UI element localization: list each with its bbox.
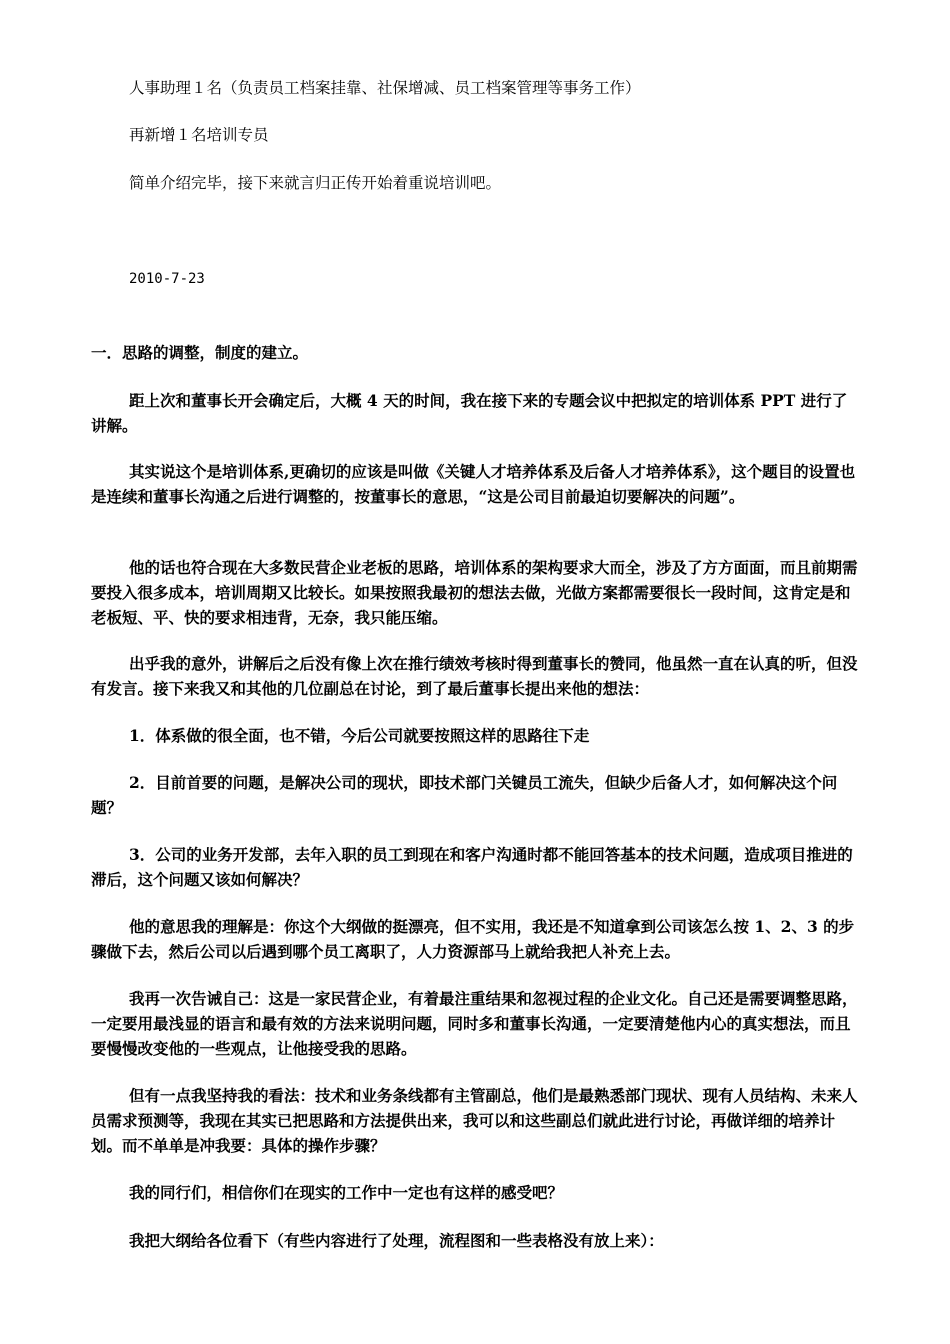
intro-line-transition: 简单介绍完毕，接下来就言归正传开始着重说培训吧。	[129, 174, 502, 192]
paragraph-outline-intro: 我把大纲给各位看下（有些内容进行了处理，流程图和一些表格没有放上来）：	[129, 1231, 664, 1250]
list-item-1: 1．体系做的很全面，也不错，今后公司就要按照这样的思路往下走	[129, 726, 590, 745]
paragraph-chairman-reaction: 出乎我的意外，讲解后之后没有像上次在推行绩效考核时得到董事长的赞同，他虽然一直在认真的听，但没有发言。接下来我又和其他的几位副总在讨论，到了最后董事长提出来他的想法：	[91, 654, 858, 698]
paragraph-my-understanding: 他的意思我的理解是：你这个大纲做的挺漂亮，但不实用，我还是不知道拿到公司该怎么按 1、2、3 的步骤做下去，然后公司以后遇到哪个员工离职了，人力资源部马上就给我把人补充上去。	[91, 917, 855, 961]
paragraph-peers: 我的同行们，相信你们在现实的工作中一定也有这样的感受吧？	[129, 1183, 564, 1202]
list-item-2: 2．目前首要的问题，是解决公司的现状，即技术部门关键员工流失，但缺少后备人才，如何解决这个问题？	[91, 773, 838, 817]
section-heading: 一．思路的调整，制度的建立。	[91, 343, 309, 362]
list-item-3: 3．公司的业务开发部，去年入职的员工到现在和客户沟通时都不能回答基本的技术问题，造成项目推进的滞后，这个问题又该如何解决？	[91, 845, 853, 889]
intro-line-hr-assistant: 人事助理１名（负责员工档案挂靠、社保增减、员工档案管理等事务工作）	[129, 79, 641, 97]
paragraph-owner-thinking: 他的话也符合现在大多数民营企业老板的思路，培训体系的架构要求大而全，涉及了方方面面，而且前期需要投入很多成本，培训周期又比较长。如果按照我最初的想法去做，光做方案都需要很长一段时间，这肯定是和老板短、平、快的要求相违背，无奈，我只能压缩。	[91, 558, 858, 627]
document-date: 2010-7-23	[129, 271, 205, 287]
paragraph-system-title: 其实说这个是培训体系,更确切的应该是叫做《关键人才培养体系及后备人才培养体系》，这个题目的设置也是连续和董事长沟通之后进行调整的，按董事长的意思，“这是公司目前最迫切要解决的问题”。	[91, 462, 856, 506]
paragraph-self-reminder: 我再一次告诫自己：这是一家民营企业，有着最注重结果和忽视过程的企业文化。自己还是需要调整思路，一定要用最浅显的语言和最有效的方法来说明问题，同时多和董事长沟通，一定要清楚他内心的真实想法，而且要慢慢改变他的一些观点，让他接受我的思路。	[91, 989, 858, 1058]
paragraph-my-view: 但有一点我坚持我的看法：技术和业务条线都有主管副总，他们是最熟悉部门现状、现有人员结构、未来人员需求预测等，我现在其实已把思路和方法提供出来，我可以和这些副总们就此进行讨论，再做详细的培养计划。而不单单是冲我要：具体的操作步骤？	[91, 1086, 858, 1155]
paragraph-meeting: 距上次和董事长开会确定后，大概 4 天的时间，我在接下来的专题会议中把拟定的培训体系 PPT 进行了讲解。	[91, 391, 848, 435]
intro-line-training-specialist: 再新增１名培训专员	[129, 126, 269, 144]
